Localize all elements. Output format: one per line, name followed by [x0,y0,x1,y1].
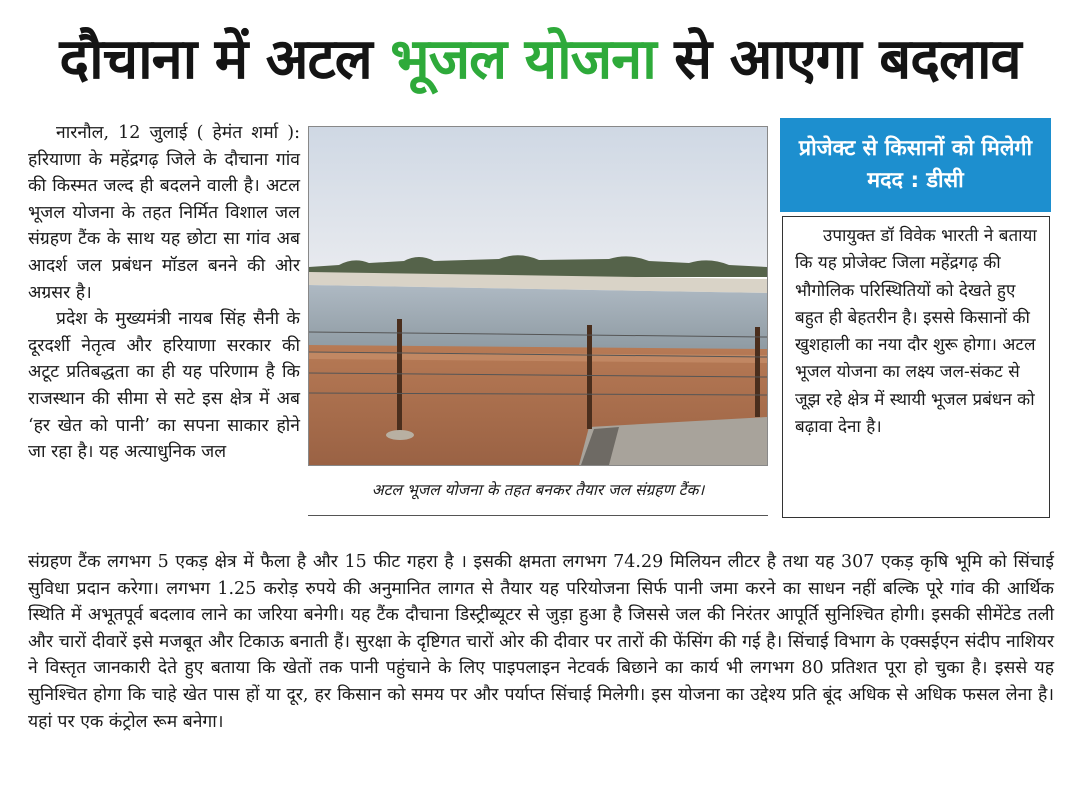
article-paragraph-2: प्रदेश के मुख्यमंत्री नायब सिंह सैनी के दूरदर्शी नेतृत्व और हरियाणा सरकार की अटूट प्रतिबद्धता का ही यह परिणाम है कि राजस्थान की सीमा से सटे इस क्षेत्र में अब ‘हर खेत को पानी’ का सपना साकार होने जा रहा है। यह अत्याधुनिक जल [28,309,300,463]
sidebar-title: प्रोजेक्ट से किसानों को मिलेगी मदद : डीसी [780,118,1051,212]
article-paragraph-continued: संग्रहण टैंक लगभग 5 एकड़ क्षेत्र में फैला है और 15 फीट गहरा है । इसकी क्षमता लगभग 74.29 मिलियन लीटर है तथा यह 307 एकड़ कृषि भूमि को सिंचाई सुविधा प्रदान करेगा। लगभग 1.25 करोड़ रुपये की अनुमानित लागत से तैयार यह परियोजना सिर्फ पानी जमा करने का साधन नहीं बल्कि पूरे गांव की आर्थिक स्थिति में अभूतपूर्व बदलाव लाने का जरिया बनेगी। यह टैंक दौचाना डिस्ट्रीब्यूटर से जुड़ा हुआ है जिससे जल की निरंतर आपूर्ति सुनिश्चित होगी। इसकी सीमेंटेड तली और चारों दीवारें इसे मजबूत और टिकाऊ बनाती हैं। सुरक्षा के दृष्टिगत चारों ओर की दीवार पर तारों की फेंसिंग की गई है। सिंचाई विभाग के एक्सईएन संदीप नाशियर ने विस्तृत जानकारी देते हुए बताया कि खेतों तक पानी पहुंचाने के लिए पाइपलाइन नेटवर्क बिछाने का कार्य भी लगभग 80 प्रतिशत पूरा हो चुका है। इससे यह सुनिश्चित होगा कि चाहे खेत पास हों या दूर, हर किसान को समय पर और पर्याप्त सिंचाई मिलेगी। इस योजना का उद्देश्य प्रति बूंद अधिक से अधिक फसल लेना है। यहां पर एक कंट्रोल रूम बनेगा। [28,552,1054,732]
caption-divider [308,515,768,516]
article-paragraph-1: नारनौल, 12 जुलाई ( हेमंत शर्मा ): हरियाणा के महेंद्रगढ़ जिले के दौचाना गांव की किस्मत जल्द ही बदलने वाली है। अटल भूजल योजना के तहत निर्मित विशाल जल संग्रहण टैंक के साथ यह छोटा सा गांव अब आदर्श जल प्रबंधन मॉडल बनने की ओर अग्रसर है। [28,123,300,303]
headline [0,20,1080,100]
sidebar-body: उपायुक्त डॉ विवेक भारती ने बताया कि यह प्रोजेक्ट जिला महेंद्रगढ़ की भौगोलिक परिस्थितियों को देखते हुए बहुत ही बेहतरीन है। इससे किसानों की खुशहाली का नया दौर शुरू होगा। अटल भूजल योजना का लक्ष्य जल-संकट से जूझ रहे क्षेत्र में स्थायी भूजल प्रबंधन को बढ़ावा देना है। [795,226,1037,438]
photo-caption: अटल भूजल योजना के तहत बनकर तैयार जल संग्रहण टैंक। [371,481,705,499]
water-tank-photo-illustration [309,127,767,465]
headline-part-1: दौचाना में अटल [59,27,391,92]
news-photo [308,126,768,466]
headline-highlight: भूजल योजना [390,27,656,92]
article-left-column [28,120,300,466]
headline-part-3: से आएगा बदलाव [655,27,1021,92]
article-full-width [28,549,1054,735]
sidebar-box [782,216,1050,518]
